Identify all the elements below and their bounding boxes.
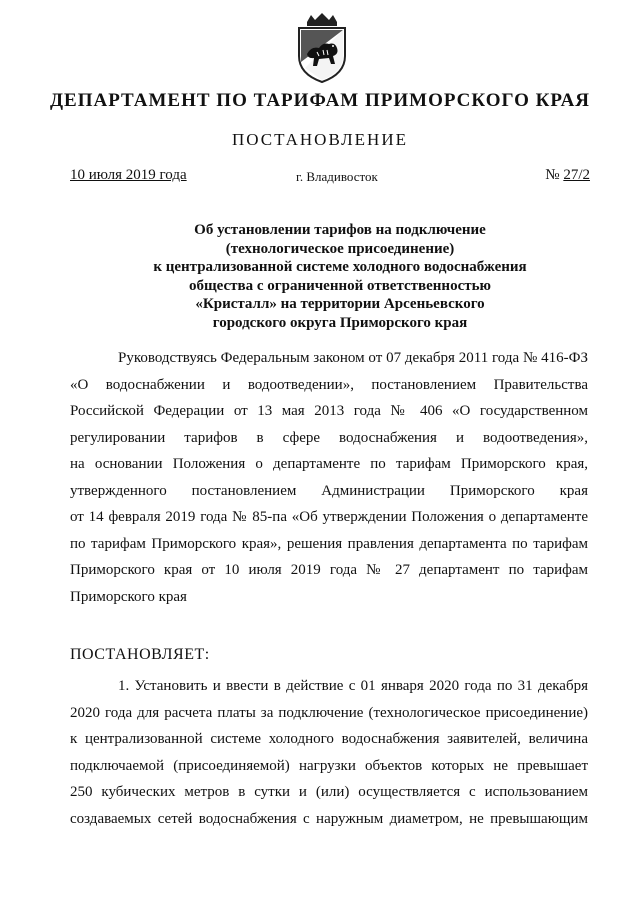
item-line: создаваемых сетей водоснабжения с наружным диаметром, не превышающим: [70, 810, 588, 827]
document-number: [545, 167, 590, 184]
preamble-line: регулировании тарифов в сфере водоснабжения и водоотведения»,: [70, 429, 588, 446]
item-line: 1. Установить и ввести в действие с 01 января 2020 года по 31 декабря: [118, 678, 588, 694]
preamble-line: на основании Положения о департаменте по тарифам Приморского края,: [70, 456, 588, 472]
number-value: 27/2: [563, 167, 590, 183]
item-line: подключаемой (присоединяемой) нагрузки объектов которых не превышает: [70, 757, 588, 774]
title-line: «Кристалл» на территории Арсеньевского: [195, 296, 485, 313]
number-prefix: №: [545, 167, 560, 183]
preamble-line: «О водоснабжении и водоотведении», постановлением Правительства: [70, 376, 588, 393]
preamble-line: Приморского края от 10 июля 2019 года № 27 департамент по тарифам: [70, 562, 588, 578]
title-line: Об установлении тарифов на подключение: [194, 222, 486, 238]
preamble-line: Руководствуясь Федеральным законом от 07 декабря 2011 года № 416-ФЗ: [118, 350, 588, 366]
title-line: городского округа Приморского края: [212, 314, 468, 331]
item-line: 2020 года для расчета платы за подключение (технологическое присоединение): [70, 704, 588, 721]
preamble-line: от 14 февраля 2019 года № 85-па «Об утверждении Положения о департаменте: [70, 509, 588, 525]
document-date: 10 июля 2019 года: [70, 167, 187, 183]
coat-of-arms-emblem: [293, 12, 351, 84]
preamble-line: по тарифам Приморского края», решения правления департамента по тарифам: [70, 535, 588, 552]
department-name: ДЕПАРТАМЕНТ ПО ТАРИФАМ ПРИМОРСКОГО КРАЯ: [49, 90, 591, 111]
title-line: общества с ограниченной ответственностью: [189, 277, 491, 294]
preamble-line: утвержденного постановлением Администрации Приморского края: [70, 482, 588, 499]
item-line: 250 кубических метров в сутки и (или) осуществляется с использованием: [70, 784, 588, 800]
title-line: (технологическое присоединение): [225, 240, 455, 257]
preamble-line: Приморского края: [70, 588, 187, 605]
item-line: к централизованной системе холодного водоснабжения заявителей, величина: [70, 731, 588, 747]
item-1-paragraph: [70, 673, 588, 832]
resolves-heading: ПОСТАНОВЛЯЕТ:: [70, 646, 210, 663]
document-type: ПОСТАНОВЛЕНИЕ: [231, 130, 408, 149]
document-title: [100, 221, 580, 333]
preamble-line: Российской Федерации от 13 мая 2013 года № 406 «О государственном: [70, 403, 588, 419]
preamble-paragraph: [70, 345, 588, 610]
title-line: к централизованной системе холодного водоснабжения: [153, 259, 527, 276]
document-city: г. Владивосток: [296, 169, 378, 184]
